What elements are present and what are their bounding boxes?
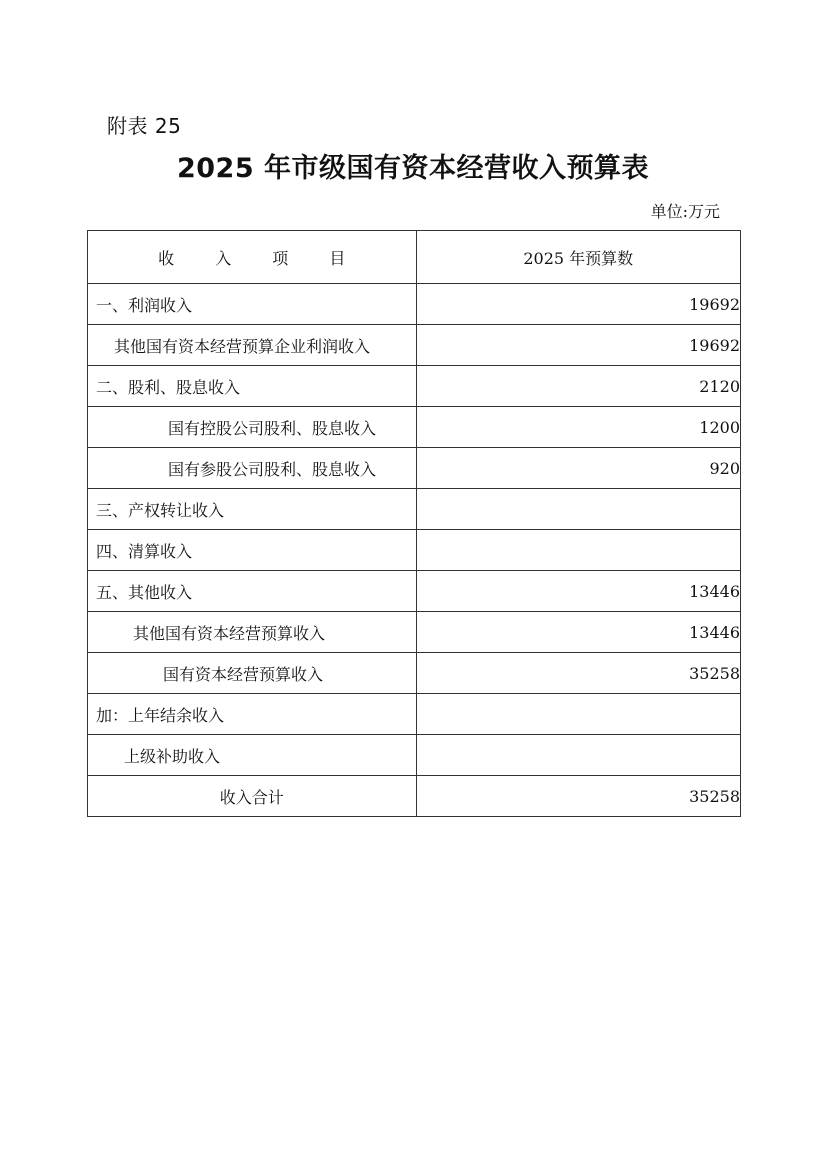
attachment-label: 附表 25 [107, 114, 182, 138]
total-value: 35258 [416, 776, 741, 817]
row-budget-value: 1200 [416, 407, 741, 448]
table-row [88, 694, 741, 735]
row-budget-value [416, 530, 741, 571]
table-total-row [88, 776, 741, 817]
table-row [88, 489, 741, 530]
row-budget-value: 19692 [416, 284, 741, 325]
row-item-label: 二、股利、股息收入 [88, 366, 417, 407]
row-item-label: 三、产权转让收入 [88, 489, 417, 530]
row-budget-value: 2120 [416, 366, 741, 407]
row-budget-value: 13446 [416, 571, 741, 612]
table-row [88, 366, 741, 407]
table-row [88, 653, 741, 694]
row-item-label: 其他国有资本经营预算企业利润收入 [88, 325, 417, 366]
total-label: 收入合计 [88, 776, 417, 817]
row-budget-value [416, 489, 741, 530]
unit-label: 单位:万元 [650, 202, 720, 221]
page-title: 2025 年市级国有资本经营收入预算表 [176, 153, 650, 184]
row-budget-value [416, 735, 741, 776]
table-row [88, 325, 741, 366]
row-item-label: 国有资本经营预算收入 [88, 653, 417, 694]
table-row [88, 735, 741, 776]
table-row [88, 448, 741, 489]
row-item-label: 其他国有资本经营预算收入 [88, 612, 417, 653]
row-budget-value: 920 [416, 448, 741, 489]
row-item-label: 上级补助收入 [88, 735, 417, 776]
row-budget-value: 19692 [416, 325, 741, 366]
budget-table [87, 230, 741, 817]
row-budget-value [416, 694, 741, 735]
table-row [88, 407, 741, 448]
row-item-label: 国有控股公司股利、股息收入 [88, 407, 417, 448]
row-item-label: 国有参股公司股利、股息收入 [88, 448, 417, 489]
table-row [88, 284, 741, 325]
row-budget-value: 13446 [416, 612, 741, 653]
column-header-item: 收 入 项 目 [88, 231, 417, 284]
table-row [88, 612, 741, 653]
row-budget-value: 35258 [416, 653, 741, 694]
table-row [88, 571, 741, 612]
table-header-row [88, 231, 741, 284]
row-item-label: 五、其他收入 [88, 571, 417, 612]
row-item-label: 一、利润收入 [88, 284, 417, 325]
column-header-budget: 2025 年预算数 [416, 231, 741, 284]
table-row [88, 530, 741, 571]
row-item-label: 加：上年结余收入 [88, 694, 417, 735]
row-item-label: 四、清算收入 [88, 530, 417, 571]
